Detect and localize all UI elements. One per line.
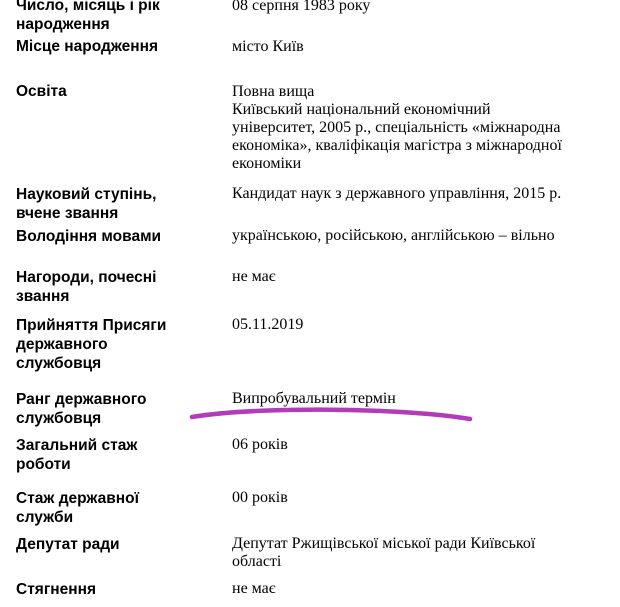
label-total-experience: Загальний стаж роботи [16,437,138,473]
underline-mark [192,410,470,419]
value-total-experience: 06 років [232,436,288,453]
value-academic-degree: Кандидат наук з державного управління, 2015 р. [232,185,562,202]
label-birth-date: Число, місяць і рік народження [16,0,160,33]
label-civil-service-rank: Ранг державного службовця [16,391,147,427]
label-awards: Нагороди, почесні звання [16,269,157,305]
label-languages: Володіння мовами [16,228,162,245]
label-birth-place: Місце народження [16,38,159,55]
value-awards: не має [232,268,276,285]
value-birth-place: місто Київ [232,38,304,55]
value-civil-service-experience: 00 років [232,489,288,506]
label-penalties: Стягнення [16,581,97,598]
value-birth-date: 08 серпня 1983 року [232,0,371,14]
value-languages: українською, російською, англійською – вільно [232,227,555,244]
label-council-deputy: Депутат ради [16,536,120,553]
label-civil-service-experience: Стаж державної служби [16,490,139,526]
value-penalties: не має [232,580,276,597]
value-education: Повна вища Київський національний економічний університет, 2005 р., спеціальність «міжнародна економіка», кваліфікація магістра з міжнародної економіки [232,83,562,172]
label-oath-date: Прийняття Присяги державного службовця [16,317,167,372]
value-civil-service-rank: Випробувальний термін [232,390,396,407]
value-oath-date: 05.11.2019 [232,316,304,333]
label-academic-degree: Науковий ступінь, вчене звання [16,186,157,222]
value-council-deputy: Депутат Ржищівської міської ради Київської області [232,535,536,570]
label-education: Освіта [16,83,67,100]
